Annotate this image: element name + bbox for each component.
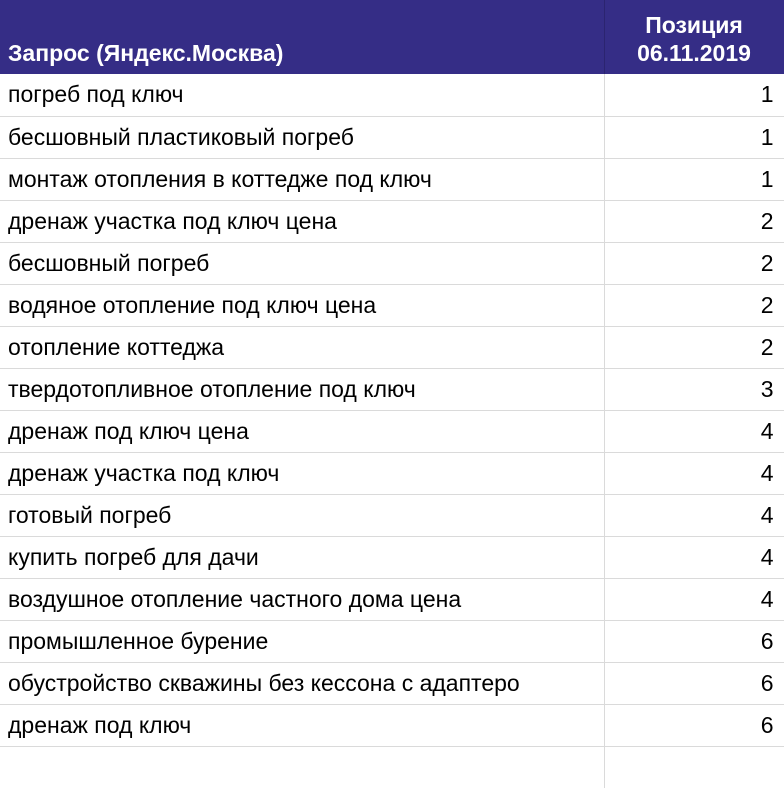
query-cell[interactable]: монтаж отопления в коттедже под ключ (0, 158, 604, 200)
position-cell[interactable]: 2 (604, 284, 784, 326)
table-row (0, 662, 784, 704)
table-row (0, 158, 784, 200)
position-cell[interactable]: 4 (604, 578, 784, 620)
position-cell[interactable]: 6 (604, 662, 784, 704)
table-row (0, 410, 784, 452)
table-row (0, 704, 784, 746)
header-row (0, 0, 784, 74)
query-cell[interactable]: дренаж участка под ключ цена (0, 200, 604, 242)
position-cell[interactable]: 3 (604, 368, 784, 410)
position-cell[interactable]: 6 (604, 620, 784, 662)
table-row (0, 242, 784, 284)
table-row (0, 326, 784, 368)
table-row (0, 368, 784, 410)
table-body (0, 74, 784, 788)
query-cell[interactable]: твердотопливное отопление под ключ (0, 368, 604, 410)
query-cell[interactable]: купить погреб для дачи (0, 536, 604, 578)
table-row (0, 578, 784, 620)
query-cell[interactable]: промышленное бурение (0, 620, 604, 662)
query-cell[interactable]: воздушное отопление частного дома цена (0, 578, 604, 620)
position-cell-empty[interactable] (604, 746, 784, 788)
table-row (0, 536, 784, 578)
position-cell[interactable]: 1 (604, 74, 784, 116)
query-cell[interactable]: дренаж участка под ключ (0, 452, 604, 494)
table-row-partial (0, 746, 784, 788)
table-row (0, 284, 784, 326)
position-header-label: Позиция (645, 12, 743, 38)
table-row (0, 494, 784, 536)
table-row (0, 116, 784, 158)
query-cell[interactable]: отопление коттеджа (0, 326, 604, 368)
position-cell[interactable]: 6 (604, 704, 784, 746)
position-cell[interactable]: 1 (604, 116, 784, 158)
column-header-query[interactable]: Запрос (Яндекс.Москва) (0, 0, 604, 74)
position-cell[interactable]: 4 (604, 410, 784, 452)
position-cell[interactable]: 2 (604, 200, 784, 242)
query-cell-empty[interactable] (0, 746, 604, 788)
query-cell[interactable]: погреб под ключ (0, 74, 604, 116)
query-cell[interactable]: дренаж под ключ (0, 704, 604, 746)
query-cell[interactable]: бесшовный погреб (0, 242, 604, 284)
table-row (0, 452, 784, 494)
position-cell[interactable]: 4 (604, 536, 784, 578)
position-cell[interactable]: 4 (604, 494, 784, 536)
table-row (0, 620, 784, 662)
position-cell[interactable]: 2 (604, 242, 784, 284)
column-header-position[interactable] (604, 0, 784, 74)
query-cell[interactable]: готовый погреб (0, 494, 604, 536)
position-cell[interactable]: 4 (604, 452, 784, 494)
table-row (0, 200, 784, 242)
query-cell[interactable]: водяное отопление под ключ цена (0, 284, 604, 326)
query-cell[interactable]: дренаж под ключ цена (0, 410, 604, 452)
query-cell[interactable]: бесшовный пластиковый погреб (0, 116, 604, 158)
position-header-date: 06.11.2019 (637, 40, 751, 66)
table-row (0, 74, 784, 116)
query-cell[interactable]: обустройство скважины без кессона с адаптеро (0, 662, 604, 704)
position-cell[interactable]: 1 (604, 158, 784, 200)
position-cell[interactable]: 2 (604, 326, 784, 368)
